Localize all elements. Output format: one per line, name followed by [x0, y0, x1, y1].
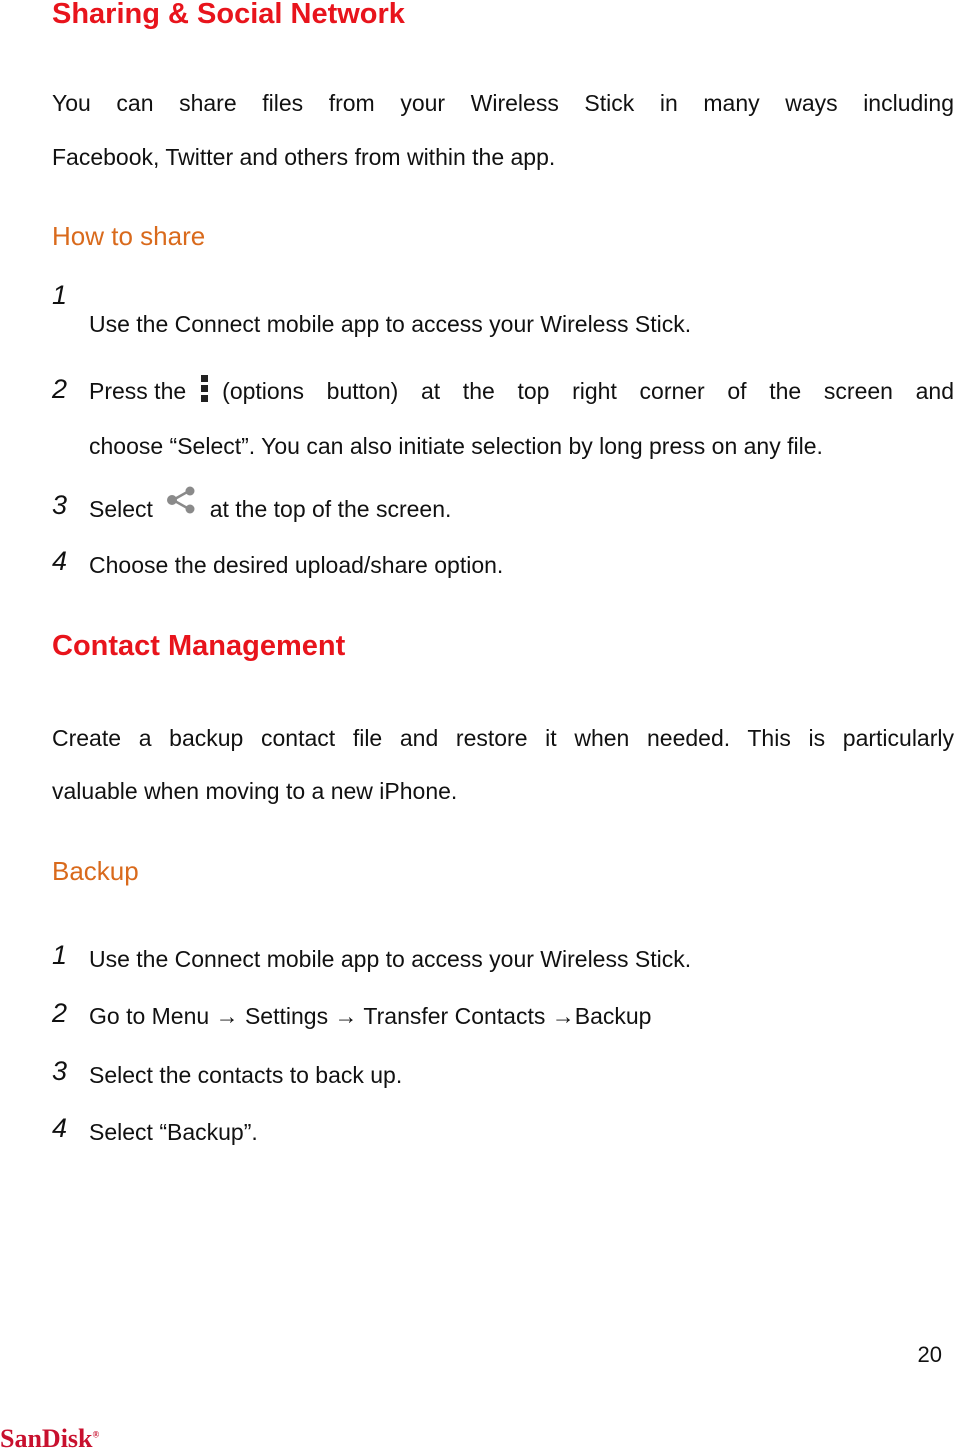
step-text: Select “Backup”. [89, 1119, 258, 1145]
sharing-heading: Sharing & Social Network [52, 0, 405, 30]
step-text: Go to Menu → Settings → Transfer Contacts →Backup [89, 1003, 652, 1029]
contact-management-heading: Contact Management [52, 630, 346, 662]
step-2-after: (options button) at the top right corner of the screen and [222, 378, 954, 404]
step-text: Use the Connect mobile app to access your Wireless Stick. [89, 946, 692, 972]
step-number: 4 [52, 546, 68, 576]
step-number: 2 [52, 998, 68, 1028]
options-dots-icon [198, 369, 210, 399]
sandisk-logo [0, 1424, 99, 1454]
sharing-intro-line1: You can share files from your Wireless Stick in many ways including [52, 90, 954, 116]
share-icon [165, 486, 197, 520]
step-2-before: Press the [89, 378, 187, 404]
sharing-intro-line2: Facebook, Twitter and others from within the app. [52, 144, 556, 170]
contacts-intro-line1: Create a backup contact file and restore it when needed. This is particularly [52, 725, 954, 751]
step-number: 2 [52, 374, 68, 404]
how-to-share-heading: How to share [52, 221, 206, 251]
page-number: 20 [917, 1342, 942, 1367]
contacts-intro-line2: valuable when moving to a new iPhone. [52, 778, 458, 804]
backup-heading: Backup [52, 856, 139, 886]
step-3-before: Select [89, 496, 153, 523]
step-2-line2: choose “Select”. You can also initiate selection by long press on any file. [89, 433, 823, 459]
step-number: 3 [52, 1056, 68, 1086]
step-number: 1 [52, 280, 68, 310]
step-3-after: at the top of the screen. [209, 496, 452, 523]
step-2 [89, 364, 954, 474]
step-number: 4 [52, 1113, 68, 1143]
step-text: Choose the desired upload/share option. [89, 552, 504, 578]
logo-text: SanDisk [0, 1424, 93, 1453]
step-text: Use the Connect mobile app to access your Wireless Stick. [89, 311, 692, 337]
logo-mark: ® [92, 1429, 100, 1440]
step-text: Select the contacts to back up. [89, 1062, 403, 1088]
step-number: 1 [52, 940, 68, 970]
step-3 [89, 494, 451, 528]
step-number: 3 [52, 490, 68, 520]
